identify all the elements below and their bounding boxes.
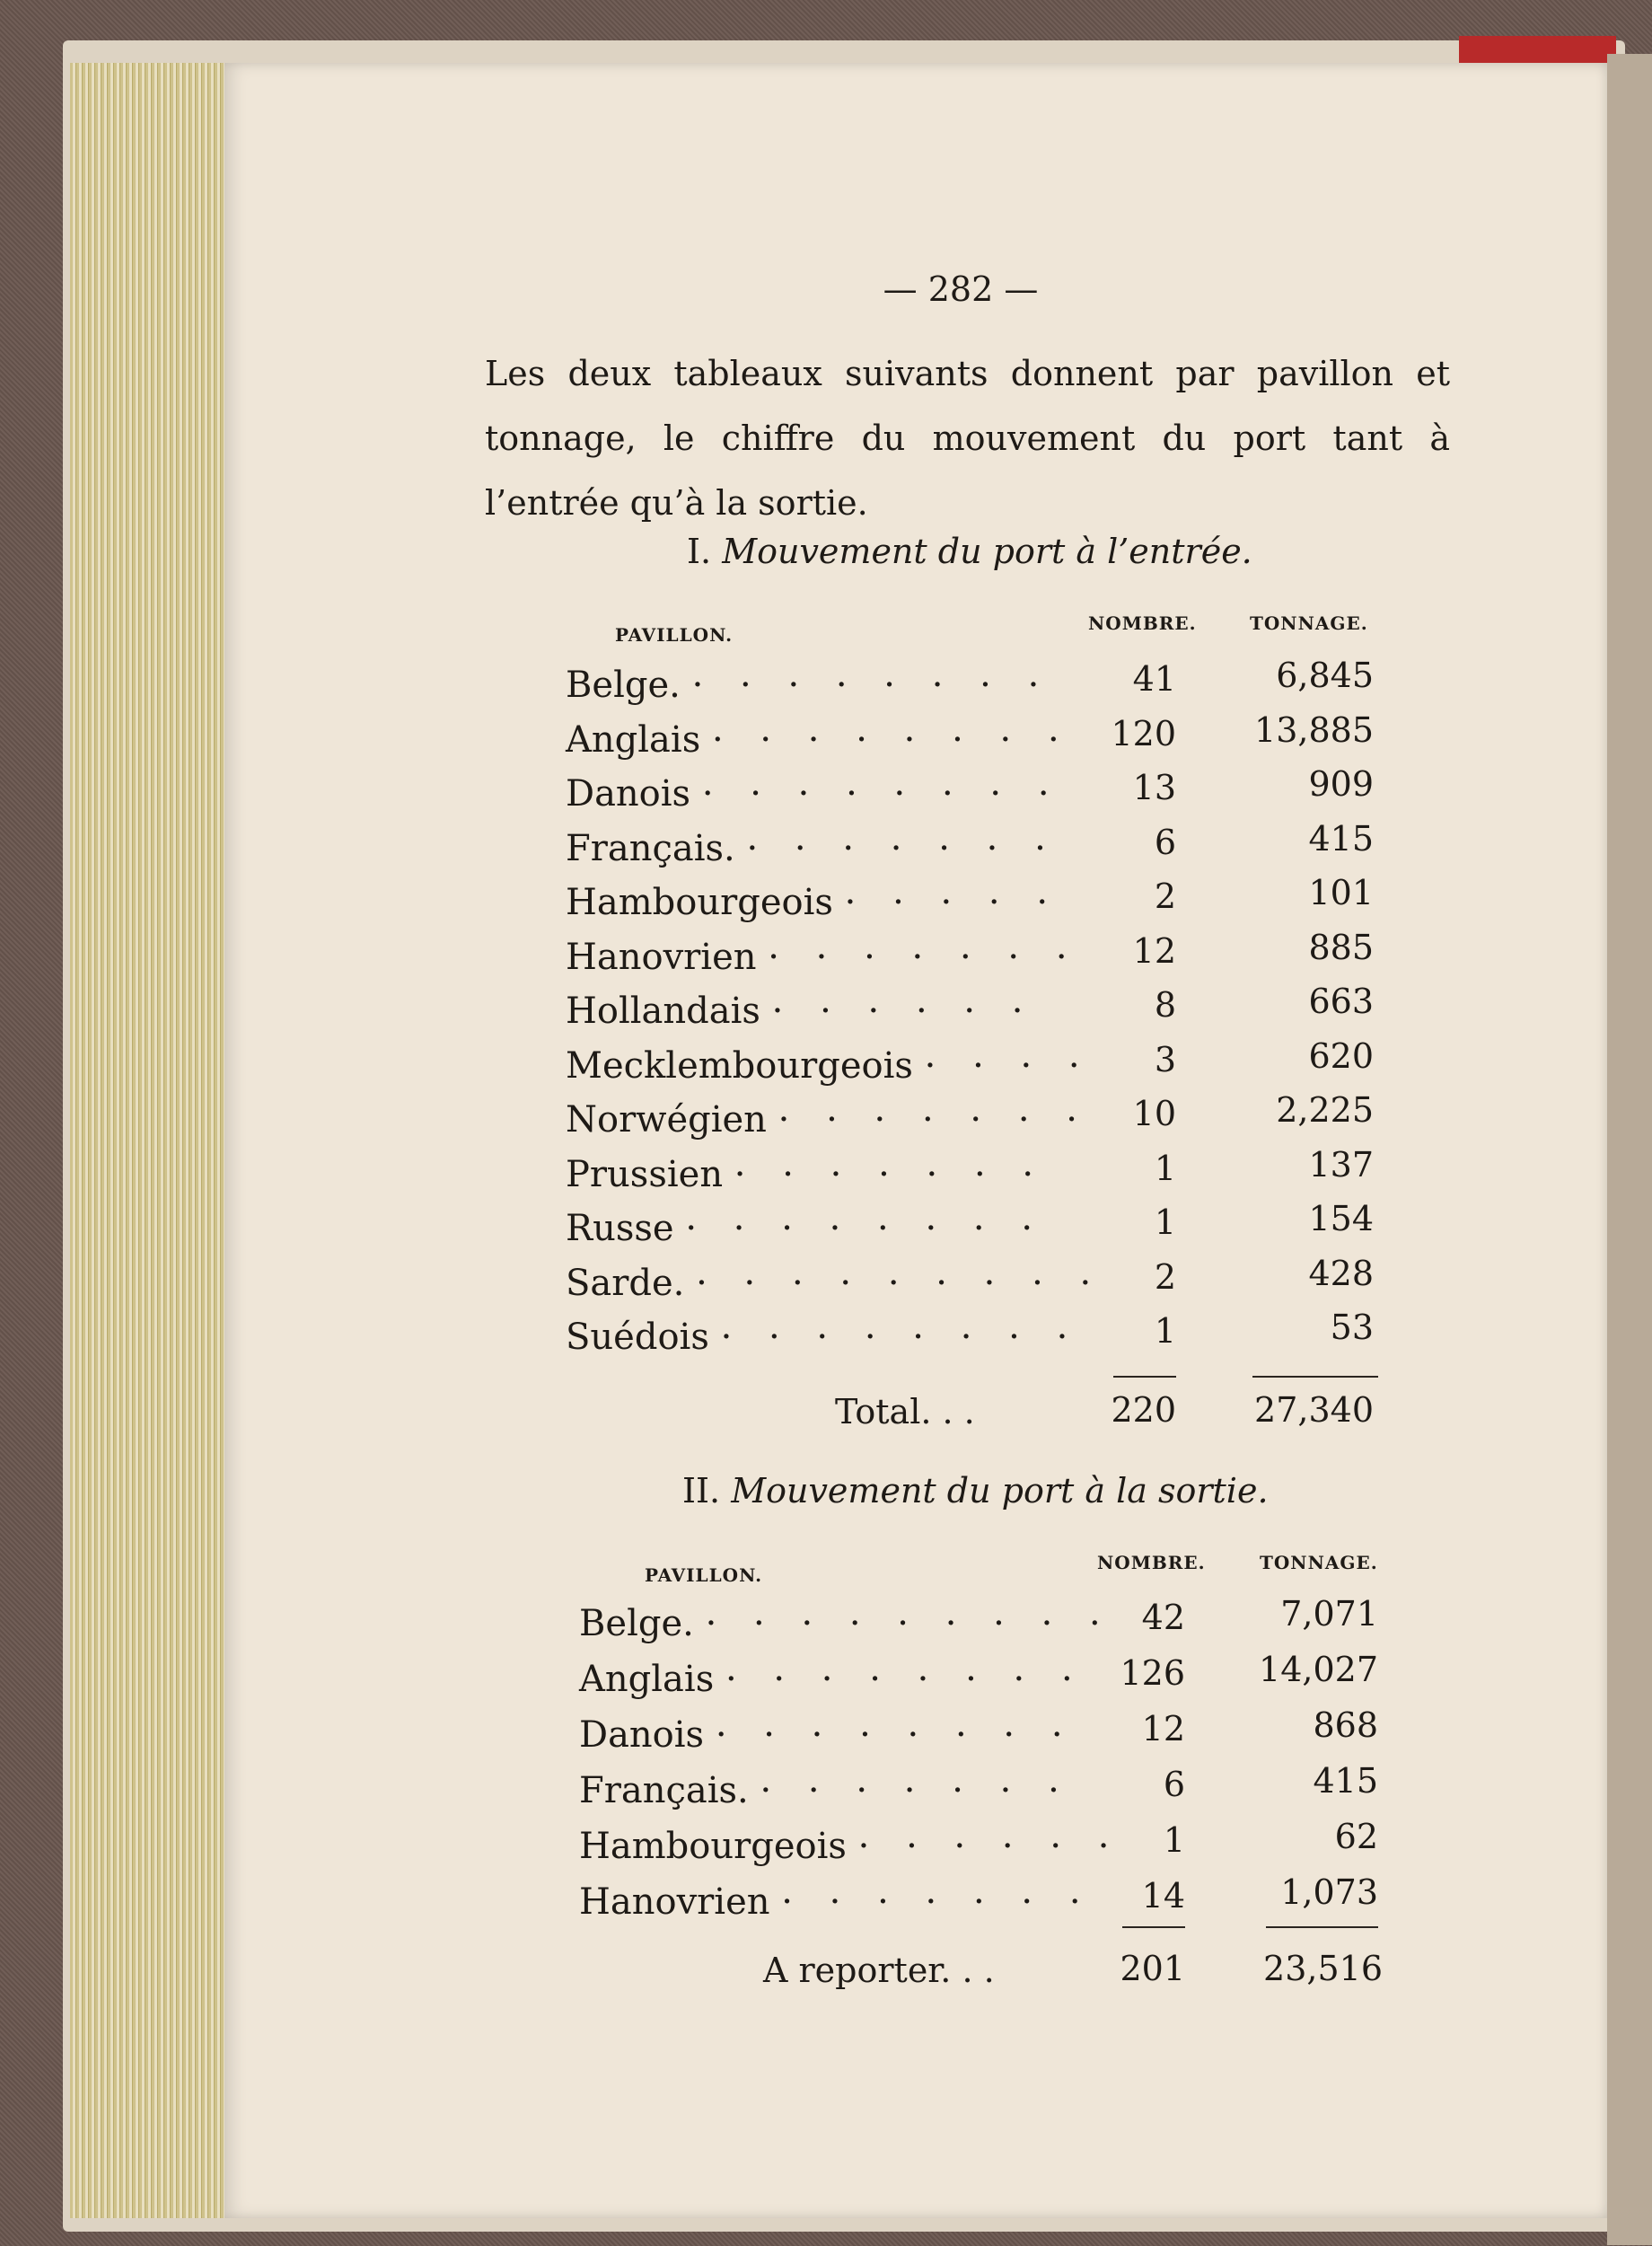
page-edges — [70, 63, 229, 2218]
page-number: — 282 — — [883, 269, 1039, 309]
section1-row-7-pavillon — [566, 1045, 1093, 1087]
leader-dots: · · · · · · · — [734, 1153, 1047, 1195]
section1-row-9-tonnage: 137 — [1308, 1144, 1374, 1185]
leader-dots: · · · · · · — [857, 1826, 1122, 1867]
pavillon-name: Danois — [566, 773, 691, 815]
leader-dots: · · · · · · · · — [701, 773, 1062, 815]
section1-row-6-pavillon — [566, 991, 1036, 1032]
section2-row-3-nombre: 6 — [1163, 1765, 1185, 1804]
section2-row-1-nombre: 126 — [1120, 1653, 1185, 1693]
section1-row-8-tonnage: 2,225 — [1276, 1090, 1374, 1130]
section2-row-5-nombre: 14 — [1141, 1876, 1185, 1916]
leader-dots: · · · · — [924, 1044, 1093, 1087]
section1-col-nombre: NOMBRE. — [1088, 612, 1197, 634]
section2-tonnage-rule — [1266, 1926, 1378, 1928]
section1-row-2-pavillon — [566, 773, 1062, 815]
leader-dots: · · · · · · · — [760, 1770, 1072, 1811]
pavillon-name: Sarde. — [566, 1262, 685, 1304]
section1-row-1-pavillon — [566, 719, 1072, 761]
section1-row-5-pavillon — [566, 937, 1080, 978]
section2-row-2-nombre: 12 — [1141, 1709, 1185, 1748]
section1-row-5-tonnage: 885 — [1308, 927, 1374, 967]
section1-row-11-tonnage: 428 — [1308, 1253, 1374, 1293]
section1-row-2-nombre: 13 — [1132, 768, 1176, 807]
section1-row-0-nombre: 41 — [1132, 659, 1176, 699]
section1-row-4-pavillon — [566, 882, 1060, 923]
section1-title — [687, 532, 1252, 571]
leader-dots: · · · · · · · · · — [705, 1603, 1113, 1644]
section2-row-4-pavillon — [579, 1826, 1122, 1867]
leader-dots: · · · · · · — [771, 991, 1036, 1032]
section1-row-1-tonnage: 13,885 — [1254, 709, 1374, 750]
section2-row-4-nombre: 1 — [1163, 1820, 1185, 1860]
leader-dots: · · · · · · · · · — [696, 1262, 1104, 1304]
pavillon-name: Danois — [579, 1714, 705, 1756]
pavillon-name: Norwégien — [566, 1099, 767, 1141]
section1-col-tonnage: TONNAGE. — [1250, 612, 1368, 634]
section1-total-nombre: 220 — [1111, 1390, 1176, 1430]
leader-dots: · · · · · — [844, 882, 1061, 923]
section1-row-10-tonnage: 154 — [1308, 1199, 1374, 1238]
section2-row-5-tonnage: 1,073 — [1280, 1872, 1378, 1912]
leader-dots: · · · · · · · — [778, 1099, 1090, 1141]
section1-row-12-pavillon — [566, 1317, 1080, 1358]
section1-row-0-pavillon — [566, 665, 1051, 706]
section1-row-10-nombre: 1 — [1154, 1202, 1176, 1242]
section2-row-0-nombre: 42 — [1141, 1598, 1185, 1637]
section1-total-label: Total. . . — [835, 1392, 975, 1431]
section2-row-4-tonnage: 62 — [1334, 1817, 1378, 1856]
section2-row-1-pavillon — [579, 1659, 1085, 1700]
red-bookmark-edge — [1459, 36, 1616, 63]
section2-row-2-pavillon — [579, 1714, 1076, 1756]
section1-row-6-tonnage: 663 — [1308, 982, 1374, 1021]
section1-col-pavillon: PAVILLON. — [615, 624, 734, 646]
pavillon-name: Hambourgeois — [566, 882, 833, 923]
leader-dots: · · · · · · · · — [685, 1208, 1046, 1249]
pavillon-name: Hambourgeois — [579, 1826, 847, 1867]
section2-col-nombre: NOMBRE. — [1097, 1552, 1206, 1573]
section2-row-3-pavillon — [579, 1770, 1072, 1811]
section1-row-11-pavillon — [566, 1263, 1103, 1304]
section1-row-3-nombre: 6 — [1154, 822, 1176, 862]
section1-row-4-nombre: 2 — [1154, 876, 1176, 916]
section1-roman: I. — [687, 532, 712, 571]
section2-col-pavillon: PAVILLON. — [645, 1564, 763, 1586]
section2-total-nombre: 201 — [1120, 1949, 1185, 1988]
leader-dots: · · · · · · · · — [691, 665, 1052, 706]
pavillon-name: Hollandais — [566, 991, 760, 1032]
pavillon-name: Français. — [566, 827, 735, 869]
pavillon-name: Anglais — [579, 1659, 715, 1700]
section1-row-9-nombre: 1 — [1154, 1148, 1176, 1188]
leader-dots: · · · · · · · · — [715, 1714, 1076, 1756]
section1-row-2-tonnage: 909 — [1308, 764, 1374, 804]
section1-row-5-nombre: 12 — [1132, 930, 1176, 971]
section2-nombre-rule — [1122, 1926, 1185, 1928]
section2-row-1-tonnage: 14,027 — [1259, 1650, 1378, 1689]
section1-row-9-pavillon — [566, 1154, 1046, 1195]
pavillon-name: Hanovrien — [566, 936, 757, 978]
section1-row-1-nombre: 120 — [1111, 713, 1176, 753]
pavillon-name: Mecklembourgeois — [566, 1044, 913, 1087]
section1-row-8-nombre: 10 — [1132, 1094, 1176, 1133]
section2-title-text: Mouvement du port à la sortie. — [731, 1471, 1269, 1511]
section1-nombre-rule — [1113, 1376, 1176, 1378]
section1-row-0-tonnage: 6,845 — [1276, 656, 1374, 695]
leader-dots: · · · · · · · · — [720, 1317, 1081, 1358]
section2-col-tonnage: TONNAGE. — [1260, 1552, 1378, 1573]
leader-dots: · · · · · · · — [746, 827, 1059, 869]
section1-row-7-tonnage: 620 — [1308, 1035, 1374, 1076]
section2-roman: II. — [682, 1471, 721, 1511]
section2-row-3-tonnage: 415 — [1313, 1761, 1378, 1801]
pavillon-name: Hanovrien — [579, 1881, 770, 1923]
section1-row-3-pavillon — [566, 828, 1059, 869]
leader-dots: · · · · · · · — [768, 936, 1080, 978]
section2-row-5-pavillon — [579, 1881, 1094, 1923]
pavillon-name: Français. — [579, 1770, 749, 1811]
pavillon-name: Belge. — [566, 665, 681, 706]
section1-title-text: Mouvement du port à l’entrée. — [722, 532, 1252, 571]
pavillon-name: Anglais — [566, 718, 701, 761]
intro-paragraph: Les deux tableaux suivants donnent par pavillon et tonnage, le chiffre du mouvement du port tant à l’entrée qu’à la sortie. — [485, 354, 1450, 523]
pavillon-name: Russe — [566, 1208, 674, 1249]
section1-row-11-nombre: 2 — [1154, 1256, 1176, 1297]
pavillon-name: Belge. — [579, 1603, 694, 1644]
pavillon-name: Prussien — [566, 1153, 724, 1195]
section1-row-7-nombre: 3 — [1154, 1039, 1176, 1079]
section2-total-tonnage: 23,516 — [1263, 1949, 1383, 1988]
section1-row-12-nombre: 1 — [1154, 1311, 1176, 1351]
section1-row-6-nombre: 8 — [1154, 985, 1176, 1025]
pavillon-name: Suédois — [566, 1317, 709, 1358]
leader-dots: · · · · · · · · — [711, 718, 1072, 761]
section1-row-12-tonnage: 53 — [1330, 1308, 1374, 1347]
section2-total-label: A reporter. . . — [763, 1951, 995, 1990]
section2-row-0-tonnage: 7,071 — [1280, 1594, 1378, 1634]
section1-row-10-pavillon — [566, 1208, 1045, 1249]
section1-tonnage-rule — [1252, 1376, 1378, 1378]
leader-dots: · · · · · · · — [781, 1881, 1094, 1923]
section2-row-0-pavillon — [579, 1603, 1113, 1644]
leader-dots: · · · · · · · · — [725, 1659, 1085, 1700]
section2-row-2-tonnage: 868 — [1313, 1705, 1378, 1745]
section1-row-8-pavillon — [566, 1099, 1090, 1141]
section2-title — [682, 1471, 1269, 1511]
next-page-edge — [1607, 54, 1652, 2245]
section1-row-3-tonnage: 415 — [1308, 818, 1374, 859]
section1-row-4-tonnage: 101 — [1308, 873, 1374, 912]
section1-total-tonnage: 27,340 — [1254, 1390, 1374, 1430]
